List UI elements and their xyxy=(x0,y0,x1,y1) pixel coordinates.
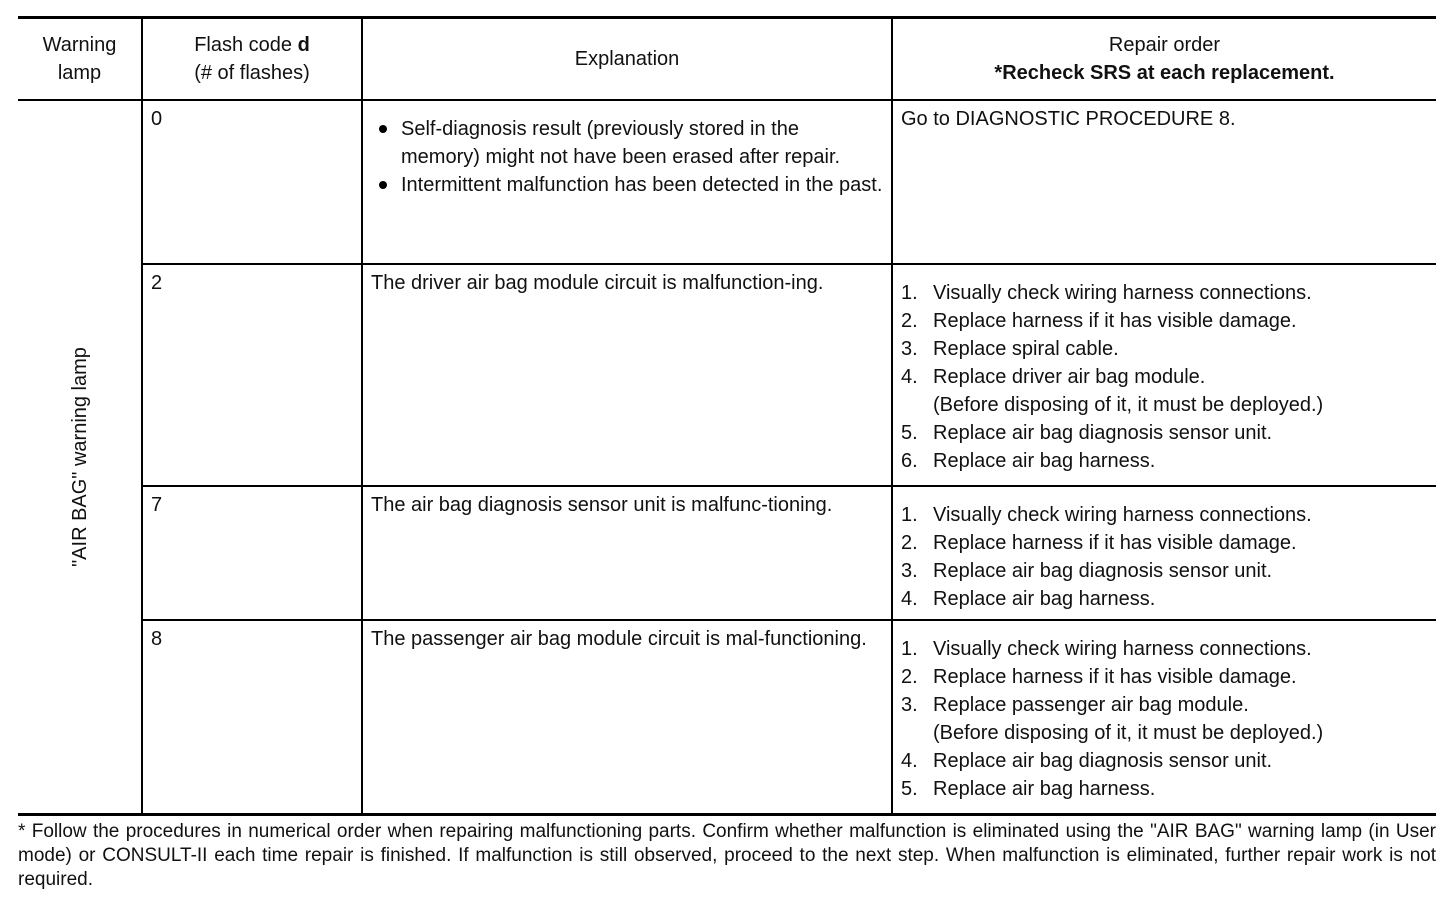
step-text: Replace air bag diagnosis sensor unit. xyxy=(933,560,1273,582)
header-flash-code-label: Flash code xyxy=(194,34,293,56)
step-text: Visually check wiring harness connections. xyxy=(933,638,1312,660)
step-text: Replace passenger air bag module. xyxy=(933,694,1249,716)
repair-step-list xyxy=(901,279,1428,475)
flash-code-value: 7 xyxy=(151,494,163,516)
repair-step xyxy=(901,363,1428,419)
repair-step xyxy=(901,635,1428,663)
header-flash-code-symbol: d xyxy=(297,34,310,56)
repair-order-cell xyxy=(892,100,1436,264)
table-row xyxy=(18,100,1436,264)
step-number: 5. xyxy=(901,778,918,800)
flash-code-value: 0 xyxy=(151,108,163,130)
repair-step xyxy=(901,663,1428,691)
step-text: Replace harness if it has visible damage. xyxy=(933,310,1297,332)
step-number: 6. xyxy=(901,450,918,472)
flash-code-cell xyxy=(142,620,362,814)
repair-step xyxy=(901,557,1428,585)
warning-lamp-label: "AIR BAG" warning lamp xyxy=(68,346,91,567)
diagnosis-table xyxy=(18,16,1436,816)
step-number: 3. xyxy=(901,560,918,582)
step-text: Replace harness if it has visible damage. xyxy=(933,532,1297,554)
step-text: Replace air bag harness. xyxy=(933,778,1156,800)
repair-step xyxy=(901,335,1428,363)
step-number: 5. xyxy=(901,422,918,444)
step-number: 1. xyxy=(901,504,918,526)
step-number: 4. xyxy=(901,750,918,772)
repair-step xyxy=(901,775,1428,803)
step-number: 1. xyxy=(901,638,918,660)
header-repair-order xyxy=(892,18,1436,101)
repair-step xyxy=(901,585,1428,613)
repair-step xyxy=(901,279,1428,307)
repair-step xyxy=(901,307,1428,335)
table-row xyxy=(18,264,1436,486)
footnote: * Follow the procedures in numerical order when repairing malfunctioning parts. Confirm whether malfunction is eliminated using the "AIR BAG" warning lamp (in User mode) or CONSULT-II each time repair is finished. If malfunction is still observed, proceed to the next step. When malfunction is eliminated, further repair work is not required. xyxy=(18,821,1436,890)
table-row xyxy=(18,620,1436,814)
repair-step xyxy=(901,419,1428,447)
step-text: Replace spiral cable. xyxy=(933,338,1119,360)
step-number: 1. xyxy=(901,282,918,304)
step-subnote: (Before disposing of it, it must be deployed.) xyxy=(933,394,1324,416)
flash-code-cell xyxy=(142,486,362,620)
repair-order-cell xyxy=(892,620,1436,814)
repair-step xyxy=(901,747,1428,775)
flash-code-cell xyxy=(142,100,362,264)
header-flash-code xyxy=(142,18,362,101)
repair-step xyxy=(901,529,1428,557)
repair-step xyxy=(901,447,1428,475)
repair-step-list xyxy=(901,635,1428,803)
explanation-text: The passenger air bag module circuit is mal-functioning. xyxy=(371,628,867,650)
step-text: Replace air bag diagnosis sensor unit. xyxy=(933,750,1273,772)
step-number: 3. xyxy=(901,694,918,716)
step-number: 2. xyxy=(901,666,918,688)
step-text: Replace harness if it has visible damage. xyxy=(933,666,1297,688)
step-number: 4. xyxy=(901,588,918,610)
explanation-text: The air bag diagnosis sensor unit is malfunc-tioning. xyxy=(371,494,833,516)
repair-order-cell xyxy=(892,264,1436,486)
explanation-cell xyxy=(362,620,892,814)
step-subnote: (Before disposing of it, it must be deployed.) xyxy=(933,722,1324,744)
explanation-cell xyxy=(362,100,892,264)
explanation-cell xyxy=(362,264,892,486)
table-header-row xyxy=(18,18,1436,101)
flash-code-value: 2 xyxy=(151,272,163,294)
bullet-item: Self-diagnosis result (previously stored in the memory) might not have been erased after repair. xyxy=(371,115,883,171)
step-text: Replace air bag harness. xyxy=(933,450,1156,472)
explanation-text: The driver air bag module circuit is malfunction-ing. xyxy=(371,272,824,294)
header-warning-lamp-label: Warning lamp xyxy=(42,34,117,84)
repair-step xyxy=(901,501,1428,529)
step-text: Replace air bag diagnosis sensor unit. xyxy=(933,422,1273,444)
step-number: 2. xyxy=(901,532,918,554)
step-text: Replace driver air bag module. xyxy=(933,366,1206,388)
step-text: Visually check wiring harness connections. xyxy=(933,282,1312,304)
header-repair-order-label: Repair order xyxy=(1108,34,1221,56)
step-number: 3. xyxy=(901,338,918,360)
step-text: Visually check wiring harness connections. xyxy=(933,504,1312,526)
header-repair-note: *Recheck SRS at each replacement. xyxy=(994,62,1335,84)
explanation-bullet-list xyxy=(371,115,883,199)
step-number: 2. xyxy=(901,310,918,332)
diagnosis-table-frame xyxy=(18,16,1436,816)
repair-step xyxy=(901,691,1428,747)
header-explanation xyxy=(362,18,892,101)
flash-code-cell xyxy=(142,264,362,486)
repair-order-cell xyxy=(892,486,1436,620)
table-row xyxy=(18,486,1436,620)
repair-order-text: Go to DIAGNOSTIC PROCEDURE 8. xyxy=(901,108,1236,130)
explanation-cell xyxy=(362,486,892,620)
bullet-item: Intermittent malfunction has been detected in the past. xyxy=(371,171,883,199)
step-number: 4. xyxy=(901,366,918,388)
header-explanation-label: Explanation xyxy=(574,48,680,70)
repair-step-list xyxy=(901,501,1428,613)
flash-code-value: 8 xyxy=(151,628,163,650)
header-flash-code-sub: (# of flashes) xyxy=(194,62,310,84)
step-text: Replace air bag harness. xyxy=(933,588,1156,610)
warning-lamp-cell xyxy=(18,100,142,814)
header-warning-lamp xyxy=(18,18,142,101)
